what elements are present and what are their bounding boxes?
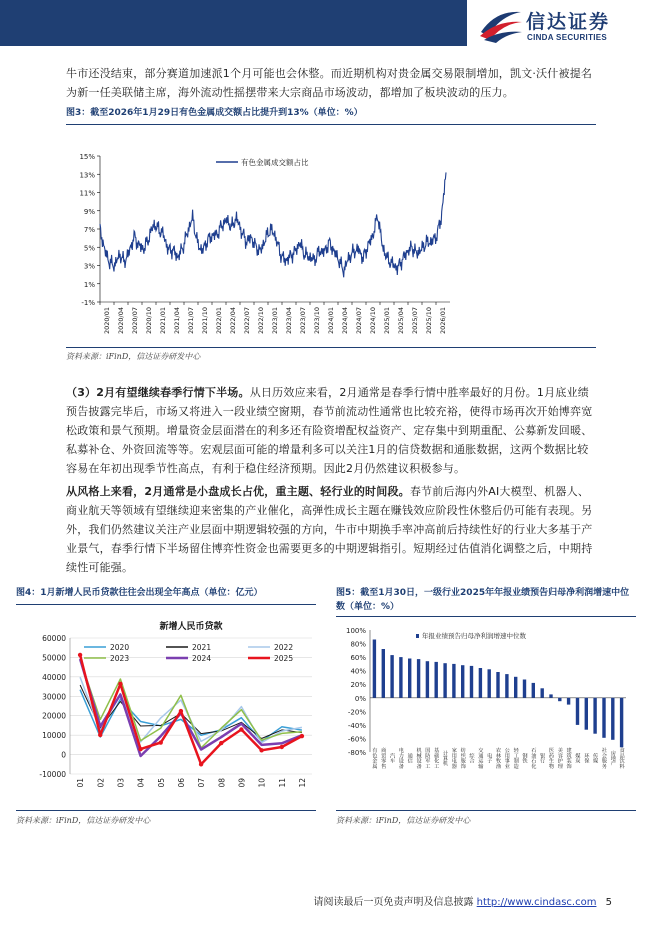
x-category-label: 商贸零售 [380,747,387,769]
x-category-label: 电子 [486,752,493,764]
legend-label-2022: 2022 [274,643,294,652]
legend-label-2024: 2024 [192,654,212,663]
bar [532,683,535,698]
x-tick-label: 11 [277,778,287,788]
section3-body: 从日历效应来看，2月通常是春季行情中胜率最好的月份。1月底业绩预告披露完毕后，市场又将进入一段业绩空窗期，春节前流动性通常也比较充裕，使得市场再次开始博弈宽松政策和景气预期。增量资金层面潜在的利多还有险资增配权益资产、定存集中到期重配、公募新发回暖、私募补仓、外资回流等等。宏观层面可能的增量利多可以关注1月的信贷数据和通胀数据，这两个数据比较容易在年初出现季节性高点，有利于稳住经济预期。因此2月仍然建议积极参与。 [66,386,593,475]
figure4-chart [16,608,316,808]
x-tick-label: 2021/10 [201,307,209,335]
data-point-2025 [199,762,203,766]
figure4-title-rule [16,604,316,605]
bar [523,680,526,698]
bar [417,659,420,698]
x-category-label: 医药生物 [548,747,554,769]
x-tick-label: 2025/10 [425,307,433,335]
logo-mark [478,6,524,44]
bar [399,657,402,698]
style-paragraph [66,482,596,577]
x-tick-label: 2023/01 [271,307,279,335]
figure4-title: 图4：1月新增人民币贷款往往会出现全年高点（单位：亿元） [16,588,263,598]
series-line-2025 [80,655,302,764]
data-point-2025 [179,709,183,713]
series-line-metals-share [100,172,446,277]
y-tick-label: -1% [81,299,95,307]
x-tick-label: 2021/01 [159,307,167,335]
y-tick-label: 1% [83,280,95,289]
bar [470,666,473,698]
logo-chinese-name: 信达证券 [526,11,611,33]
x-tick-label: 2020/04 [117,307,125,335]
logo-english-name: CINDA SECURITIES [527,33,608,42]
data-point-2025 [98,733,102,737]
data-point-2025 [259,748,263,752]
figure3-source: 资料来源：iFinD，信达证券研发中心 [66,352,201,361]
x-tick-label: 2022/01 [215,307,223,335]
data-point-2025 [280,745,284,749]
bar [558,698,561,701]
figure3-title: 图3：截至2026年1月29日有色金属成交额占比提升到13%（单位：%） [66,108,363,118]
x-category-label: 公用事业 [503,747,510,769]
x-tick-label: 2023/10 [313,307,321,335]
data-point-2025 [239,727,243,731]
x-tick-label: 2020/01 [103,307,111,335]
y-tick-label: 5% [83,244,95,253]
footer-disclaimer: 请阅读最后一页免责声明及信息披露 [313,897,474,908]
x-category-label: 煤炭 [574,752,581,764]
chart-title: 新增人民币贷款 [159,622,223,632]
x-category-label: 电力设备 [397,747,404,769]
x-category-label: 传媒 [592,752,599,764]
x-category-label: 石油石化 [530,747,537,769]
x-tick-label: 2023/04 [285,307,293,335]
figure3-title-rule [66,124,596,125]
data-point-2025 [300,734,304,738]
x-category-label: 房地产 [609,750,616,766]
y-tick-label: -10000 [39,770,66,779]
y-tick-label: 60% [350,654,366,663]
y-tick-label: 20% [350,681,366,690]
legend-label: 有色金属成交额占比 [241,158,309,167]
x-category-label: 综合 [468,752,475,764]
y-tick-label: -60% [347,735,366,744]
y-tick-label: 80% [350,640,366,649]
bar [488,669,491,698]
x-category-label: 钢铁 [521,752,528,764]
y-tick-label: -80% [347,749,366,757]
bar [611,698,614,740]
y-tick-label: 0 [61,750,66,760]
bar [585,698,588,730]
intro-paragraph: 牛市还没结束，部分赛道加速派1个月可能也会休整。而近期机构对贵金属交易限制增加，凯文·沃什被提名为新一任美联储主席，海外流动性摇摆带来大宗商品市场波动，都增加了板块波动的压力。 [66,67,593,99]
x-tick-label: 12 [297,778,307,788]
bar [576,698,579,725]
data-point-2025 [118,682,122,686]
y-tick-label: 40% [350,667,366,676]
x-tick-label: 2026/01 [439,307,447,335]
x-tick-label: 2020/07 [131,307,139,335]
bar [390,655,393,698]
y-tick-label: 10000 [42,731,66,741]
x-tick-label: 07 [197,778,207,788]
bar [461,665,464,698]
bar [426,661,429,698]
figure5-title-rule [336,616,636,617]
y-tick-label: 7% [83,226,95,234]
bar [549,694,552,697]
bar [514,677,517,698]
x-tick-label: 06 [176,778,186,788]
y-tick-label: 40000 [42,672,66,682]
x-category-label: 纺织服饰 [459,747,466,769]
legend-label-2020: 2020 [110,643,130,652]
bar [567,698,570,705]
style-lead: 从风格上来看，2月通常是小盘成长占优，重主题、轻行业的时间段。 [66,485,410,498]
x-tick-label: 2024/10 [369,307,377,335]
section3-lead: （3）2月有望继续春季行情下半场。 [66,386,250,399]
figure4-bottom-rule [16,810,316,811]
x-category-label: 基础化工 [433,747,440,769]
x-category-label: 建筑装饰 [565,747,572,769]
bar [602,698,605,738]
series-line-2024 [80,659,302,756]
x-category-label: 农林牧渔 [495,747,501,769]
y-tick-label: 60000 [42,634,66,643]
bar [408,659,411,698]
legend-swatch [416,634,419,638]
y-tick-label: 13% [79,171,95,180]
y-tick-label: 15% [79,153,95,161]
x-tick-label: 2025/01 [383,307,391,335]
x-category-label: 国防军工 [424,747,431,769]
x-tick-label: 2021/04 [173,307,181,335]
bar [435,662,438,698]
x-category-label: 汽车 [389,752,396,764]
x-category-label: 机械设备 [415,747,422,769]
x-tick-label: 01 [76,778,86,788]
bar [620,698,623,748]
figure5-title: 图5：截至1月30日，一级行业2025年年报业绩预告归母净利润增速中位数（单位：%） [336,588,630,612]
legend-label-2021: 2021 [192,643,212,652]
data-point-2025 [138,747,142,751]
x-tick-label: 05 [156,778,166,788]
bar [382,649,385,698]
y-tick-label: 30000 [42,692,66,702]
x-category-label: 通信 [406,752,413,764]
y-tick-label: -40% [347,721,366,730]
legend-label-2023: 2023 [110,654,130,663]
x-tick-label: 2021/07 [187,307,195,335]
bar [373,640,376,698]
x-category-label: 食品饮料 [618,747,625,769]
x-category-label: 家用电器 [450,747,457,769]
x-tick-label: 04 [136,778,146,788]
x-tick-label: 2020/10 [145,307,153,335]
x-category-label: 银行 [539,752,546,764]
data-point-2025 [78,653,82,657]
x-category-label: 计算机 [442,750,448,766]
bar [505,674,508,698]
x-category-label: 轻工制造 [512,747,519,769]
x-tick-label: 2024/01 [327,307,335,335]
y-tick-label: 11% [79,189,95,198]
x-tick-label: 02 [96,778,106,788]
y-tick-label: 100% [345,627,366,635]
x-tick-label: 2022/10 [257,307,265,335]
x-tick-label: 2023/07 [299,307,307,335]
x-tick-label: 08 [217,778,227,788]
bar [479,668,482,698]
company-logo [478,6,658,46]
y-tick-label: 3% [83,262,95,271]
figure4-source: 资料来源：iFinD，信达证券研发中心 [16,816,151,825]
x-tick-label: 2024/04 [341,307,349,335]
header-bar [0,0,467,46]
y-tick-label: 9% [83,207,95,216]
data-point-2025 [219,741,223,745]
legend-label-2025: 2025 [274,654,294,663]
x-category-label: 有色金属 [371,747,378,769]
y-tick-label: -20% [347,708,366,717]
x-tick-label: 2022/04 [229,307,237,335]
figure5-chart [336,620,636,810]
figure3-chart [66,140,466,352]
figure5-source: 资料来源：iFinD，信达证券研发中心 [336,816,471,825]
y-tick-label: 20000 [42,711,66,721]
data-point-2025 [159,740,163,744]
x-category-label: 社会服务 [600,747,607,769]
bar [541,688,544,698]
bar [443,663,446,698]
legend-label: 年报业绩预告归母净利润增速中位数 [422,632,526,640]
page-footer [313,893,612,908]
x-tick-label: 2025/04 [397,307,405,335]
bar [496,672,499,698]
section3-paragraph [66,383,596,478]
bar [452,664,455,698]
x-category-label: 环保 [583,752,590,764]
y-tick-label: 50000 [42,653,66,663]
footer-url-link[interactable]: http://www.cindasc.com [476,897,597,908]
figure3-bottom-rule [66,347,596,348]
x-tick-label: 2024/07 [355,307,363,335]
x-tick-label: 2022/07 [243,307,251,335]
figure5-bottom-rule [336,810,636,811]
page-number: 5 [605,897,612,908]
x-category-label: 美容护理 [556,747,563,769]
bar [593,698,596,734]
x-tick-label: 03 [116,778,126,788]
x-tick-label: 10 [257,778,267,788]
y-tick-label: 0% [354,694,366,703]
x-category-label: 交通运输 [477,747,484,769]
style-body: 春节前后海内外AI大模型、机器人、商业航天等领域有望继续迎来密集的产业催化，高弹性成长主题在赚钱效应阶段性休整后仍可能有表现。另外，我们仍然建议关注产业层面中期逻辑较强的方向，牛市中期换手率冲高前后持续性好的行业大多基于产业景气，春季行情下半场留住博弈性资金也需要更多的中期逻辑指引。短期经过估值消化调整之后，中期持续性可能强。 [66,485,593,574]
x-tick-label: 2025/07 [411,307,419,335]
x-tick-label: 09 [237,778,247,788]
